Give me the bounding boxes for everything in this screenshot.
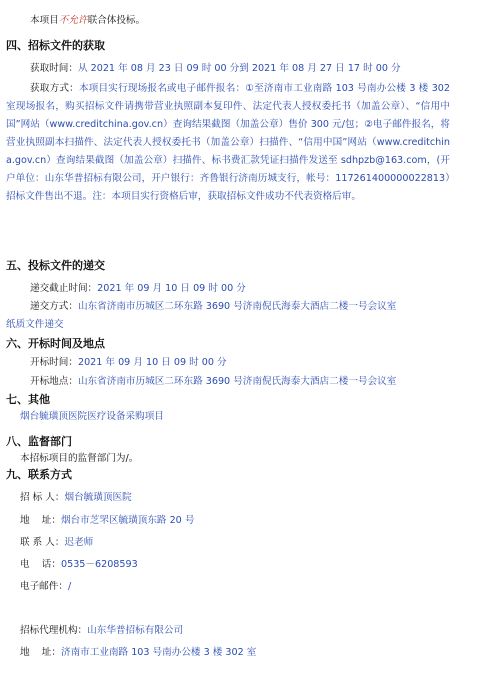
intro-allow: 不允许 [58, 15, 88, 26]
phone-value: 0535－6208593 [60, 559, 138, 570]
open-time-value: 2021 年 09 月 10 日 09 时 00 分 [77, 357, 227, 368]
intro-prefix: 本项目 [30, 15, 59, 26]
tenderer-label: 招 标 人： [20, 492, 65, 503]
other-text: 烟台毓璜顶医院医疗设备采购项目 [20, 411, 164, 422]
section-6-heading: 六、开标时间及地点 [6, 337, 105, 350]
acquire-time-label: 获取时间： [30, 63, 78, 74]
agency-address-label: 地 址： [20, 647, 61, 658]
email-line [0, 580, 491, 594]
submit-place-line [0, 300, 491, 314]
open-place-value: 山东省济南市历城区二环东路 3690 号济南倪氏海泰大酒店二楼一号会议室 [77, 376, 397, 387]
acquire-time-value: 从 2021 年 08 月 23 日 09 时 00 分到 2021 年 08 月 27 日 17 时 00 分 [77, 63, 401, 74]
section-5-heading: 五、投标文件的递交 [6, 259, 105, 272]
contact-label: 联 系 人： [20, 537, 65, 548]
section-8-heading: 八、监督部门 [6, 435, 72, 448]
agency-address-value: 济南市工业南路 103 号南办公楼 3 楼 302 室 [60, 647, 257, 658]
agency-label: 招标代理机构： [20, 625, 88, 636]
supervision-text: 本招标项目的监督部门为/。 [20, 453, 139, 464]
contact-value: 迟老师 [64, 537, 94, 548]
intro-suffix: 联合体投标。 [87, 15, 146, 26]
phone-label: 电 话： [20, 559, 61, 570]
email-value: / [67, 581, 72, 592]
tenderer-value: 烟台毓璜顶医院 [64, 492, 132, 503]
email-label: 电子邮件： [20, 581, 68, 592]
open-place-label: 开标地点： [30, 376, 78, 387]
acquire-method-paragraph [6, 80, 450, 206]
agency-value: 山东华普招标有限公司 [87, 625, 184, 636]
section-7-heading: 七、其他 [6, 393, 50, 406]
acquire-method-text: 本项目实行现场报名或电子邮件报名：①至济南市工业南路 103 号南办公楼 3 楼 302 室现场报名，购买招标文件请携带营业执照副本复印件、法定代表人授权委托书（加盖公章）、“信用中国”网站（www.creditchina.gov.cn）查询结果截图（加盖公章）售价 300 元/包；②电子邮件报名，将营业执照副本扫描件、法定代表人授权委托书（加盖公章）扫描件、“信用中国”网站（www.creditchina.gov.cn）查询结果截图（加盖公章）扫描件、标书费汇款凭证扫描件发送至 sdhpzb@163.com，(开户单位：山东华普招标有限公司，开户银行：齐鲁银行济南历城支行，帐号：117261400000022813）招标文件售出不退。注：本项目实行资格后审，获取招标文件成功不代表资格后审。 [6, 83, 451, 202]
open-time-line [0, 356, 491, 370]
deadline-value: 2021 年 09 月 10 日 09 时 00 分 [97, 283, 246, 294]
tenderer-line [0, 491, 491, 505]
section-9-heading: 九、联系方式 [6, 468, 72, 481]
tenderer-address-value: 烟台市芝罘区毓璜顶东路 20 号 [60, 515, 195, 526]
open-time-label: 开标时间： [30, 357, 78, 368]
submit-place-label: 递交方式： [30, 301, 78, 312]
contact-line [0, 536, 491, 550]
intro-line [0, 14, 491, 28]
submit-place-value: 山东省济南市历城区二环东路 3690 号济南倪氏海泰大酒店二楼一号会议室 [77, 301, 397, 312]
deadline-line [0, 282, 491, 296]
tenderer-address-line [0, 514, 491, 528]
phone-line [0, 558, 491, 572]
agency-line [0, 624, 491, 638]
agency-address-line [0, 646, 491, 660]
submit-place-line2: 纸质文件递交 [6, 319, 64, 330]
section-4-heading: 四、招标文件的获取 [6, 39, 105, 52]
acquire-method-label: 获取方式： [30, 83, 79, 94]
open-place-line [0, 375, 491, 389]
deadline-label: 递交截止时间： [30, 283, 98, 294]
tenderer-address-label: 地 址： [20, 515, 61, 526]
acquire-time-line [0, 62, 491, 76]
